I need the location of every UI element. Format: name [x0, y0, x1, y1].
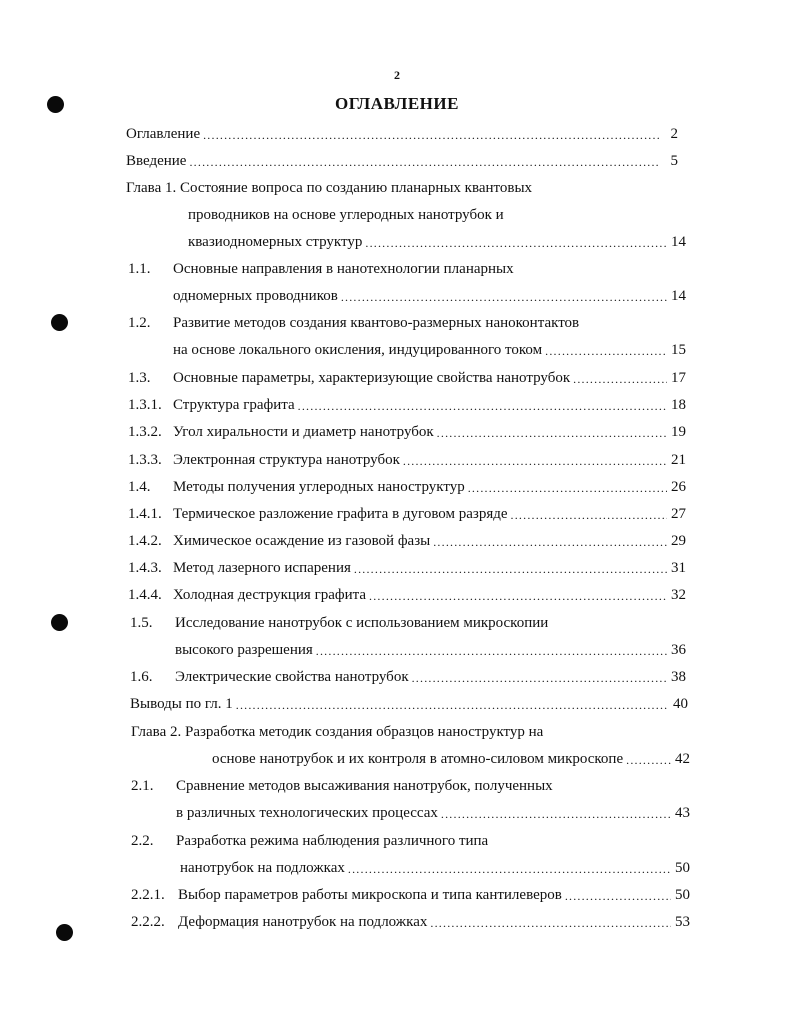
toc-entry-text: Холодная деструкция графита [173, 587, 367, 603]
dot-leader [341, 288, 667, 306]
toc-entry-number: 1.4.3. [128, 560, 162, 576]
punch-hole-mark [56, 924, 73, 941]
toc-entry-text: основе нанотрубок и их контроля в атомно-силовом микроскопе [212, 751, 624, 767]
toc-entry-page: 27 [671, 506, 686, 522]
toc-entry-number: 2.1. [131, 778, 154, 794]
dot-leader [298, 397, 667, 415]
dot-leader [203, 126, 659, 144]
page-number: 2 [394, 68, 400, 82]
dot-leader [354, 560, 667, 578]
toc-entry-number: 1.4.1. [128, 506, 162, 522]
toc-entry [131, 912, 690, 932]
toc-entry [128, 395, 686, 415]
dot-leader [316, 642, 667, 660]
toc-entry-page: 14 [671, 234, 686, 250]
toc-entry-text: Исследование нанотрубок с использованием микроскопии [175, 615, 549, 631]
dot-leader [511, 506, 667, 524]
dot-leader [412, 669, 667, 687]
toc-entry-number: 1.5. [130, 615, 153, 631]
toc-entry-text: Угол хиральности и диаметр нанотрубок [173, 424, 434, 440]
toc-entry-page: 2 [670, 126, 678, 142]
toc-entry-text: Оглавление [126, 126, 201, 142]
dot-leader [369, 587, 667, 605]
dot-leader [437, 424, 667, 442]
toc-entry-text: нанотрубок на подложках [180, 860, 345, 876]
toc-entry [128, 585, 686, 605]
toc-entry-text: Химическое осаждение из газовой фазы [173, 533, 431, 549]
toc-entry [126, 124, 678, 144]
dot-leader [468, 479, 667, 497]
toc-entry-page: 18 [671, 397, 686, 413]
toc-entry-page: 36 [671, 642, 686, 658]
toc-entry-text: Глава 2. Разработка методик создания образцов наноструктур на [131, 724, 544, 740]
toc-entry-text: Выбор параметров работы микроскопа и типа кантилеверов [178, 887, 562, 903]
toc-entry-page: 32 [671, 587, 686, 603]
toc-entry [130, 667, 686, 687]
punch-hole-mark [51, 314, 68, 331]
toc-entry-page: 19 [671, 424, 686, 440]
toc-entry-continuation [173, 286, 686, 306]
toc-entry-text: Деформация нанотрубок на подложках [178, 914, 428, 930]
toc-entry-text: Разработка режима наблюдения различного типа [176, 833, 489, 849]
toc-entry-page: 42 [675, 751, 690, 767]
dot-leader [626, 751, 671, 769]
toc-entry-number: 1.3. [128, 370, 151, 386]
toc-entry-page: 15 [671, 342, 686, 358]
toc-entry [126, 178, 686, 198]
toc-entry [128, 504, 686, 524]
toc-entry-text: Основные параметры, характеризующие свойства нанотрубок [173, 370, 571, 386]
toc-entry-continuation [173, 340, 686, 360]
toc-entry [128, 450, 686, 470]
dot-leader [189, 153, 659, 171]
toc-entry [130, 694, 688, 714]
toc-entry [126, 151, 678, 171]
toc-entry-page: 50 [675, 860, 690, 876]
toc-entry [128, 531, 686, 551]
dot-leader [365, 234, 667, 252]
dot-leader [433, 533, 667, 551]
toc-entry-text: Введение [126, 153, 187, 169]
toc-entry-text: проводников на основе углеродных нанотрубок и [188, 207, 504, 223]
toc-entry-number: 1.4.2. [128, 533, 162, 549]
toc-entry-text: Электронная структура нанотрубок [173, 452, 400, 468]
toc-entry-text: в различных технологических процессах [176, 805, 438, 821]
toc-entry-continuation [212, 749, 690, 769]
toc-entry-text: Термическое разложение графита в дуговом разряде [173, 506, 508, 522]
page-title: ОГЛАВЛЕНИЕ [335, 94, 459, 113]
toc-entry [128, 368, 686, 388]
dot-leader [403, 452, 667, 470]
toc-entry-number: 2.2. [131, 833, 154, 849]
toc-entry-number: 1.4. [128, 479, 151, 495]
toc-entry [131, 776, 651, 796]
toc-entry-number: 2.2.2. [131, 914, 165, 930]
toc-entry-page: 29 [671, 533, 686, 549]
dot-leader [573, 370, 667, 388]
toc-entry-number: 1.2. [128, 315, 151, 331]
toc-entry-text: Метод лазерного испарения [173, 560, 351, 576]
toc-entry-page: 53 [675, 914, 690, 930]
toc-entry-number: 1.4.4. [128, 587, 162, 603]
toc-entry-page: 31 [671, 560, 686, 576]
dot-leader [236, 696, 669, 714]
toc-entry-text: Структура графита [173, 397, 295, 413]
toc-entry-text: Основные направления в нанотехнологии планарных [173, 261, 514, 277]
dot-leader [441, 805, 671, 823]
toc-entry-continuation [175, 640, 686, 660]
toc-entry [130, 613, 650, 633]
toc-entry [131, 885, 690, 905]
toc-entry-continuation [188, 205, 678, 225]
toc-entry-continuation [180, 858, 690, 878]
toc-entry-number: 1.1. [128, 261, 151, 277]
toc-entry [128, 259, 648, 279]
toc-entry-number: 2.2.1. [131, 887, 165, 903]
toc-entry-text: одномерных проводников [173, 288, 338, 304]
dot-leader [565, 887, 671, 905]
toc-entry-page: 26 [671, 479, 686, 495]
toc-entry-page: 21 [671, 452, 686, 468]
dot-leader [545, 342, 667, 360]
dot-leader [430, 914, 671, 932]
toc-entry-text: Выводы по гл. 1 [130, 696, 233, 712]
toc-entry [131, 722, 691, 742]
toc-entry-number: 1.3.3. [128, 452, 162, 468]
toc-entry-page: 40 [673, 696, 688, 712]
toc-entry-text: Сравнение методов высаживания нанотрубок, полученных [176, 778, 553, 794]
toc-entry [128, 422, 686, 442]
toc-entry-page: 43 [675, 805, 690, 821]
punch-hole-mark [51, 614, 68, 631]
toc-entry-text: Методы получения углеродных наноструктур [173, 479, 465, 495]
toc-entry [128, 558, 686, 578]
dot-leader [348, 860, 671, 878]
toc-entry-page: 5 [670, 153, 678, 169]
toc-entry-page: 38 [671, 669, 686, 685]
toc-entry-text: Развитие методов создания квантово-размерных наноконтактов [173, 315, 580, 331]
toc-entry-continuation [176, 803, 690, 823]
toc-entry-text: высокого разрешения [175, 642, 313, 658]
toc-entry-text: на основе локального окисления, индуцированного током [173, 342, 543, 358]
toc-entry [128, 313, 688, 333]
toc-entry-text: Глава 1. Состояние вопроса по созданию планарных квантовых [126, 180, 533, 196]
toc-entry-text: квазиодномерных структур [188, 234, 363, 250]
toc-entry-number: 1.3.1. [128, 397, 162, 413]
toc-entry-page: 14 [671, 288, 686, 304]
toc-entry-text: Электрические свойства нанотрубок [175, 669, 409, 685]
toc-entry-page: 50 [675, 887, 690, 903]
toc-entry-continuation [188, 232, 686, 252]
toc-entry-number: 1.6. [130, 669, 153, 685]
toc-entry [131, 831, 651, 851]
toc-entry [128, 477, 686, 497]
toc-entry-page: 17 [671, 370, 686, 386]
toc-entry-number: 1.3.2. [128, 424, 162, 440]
